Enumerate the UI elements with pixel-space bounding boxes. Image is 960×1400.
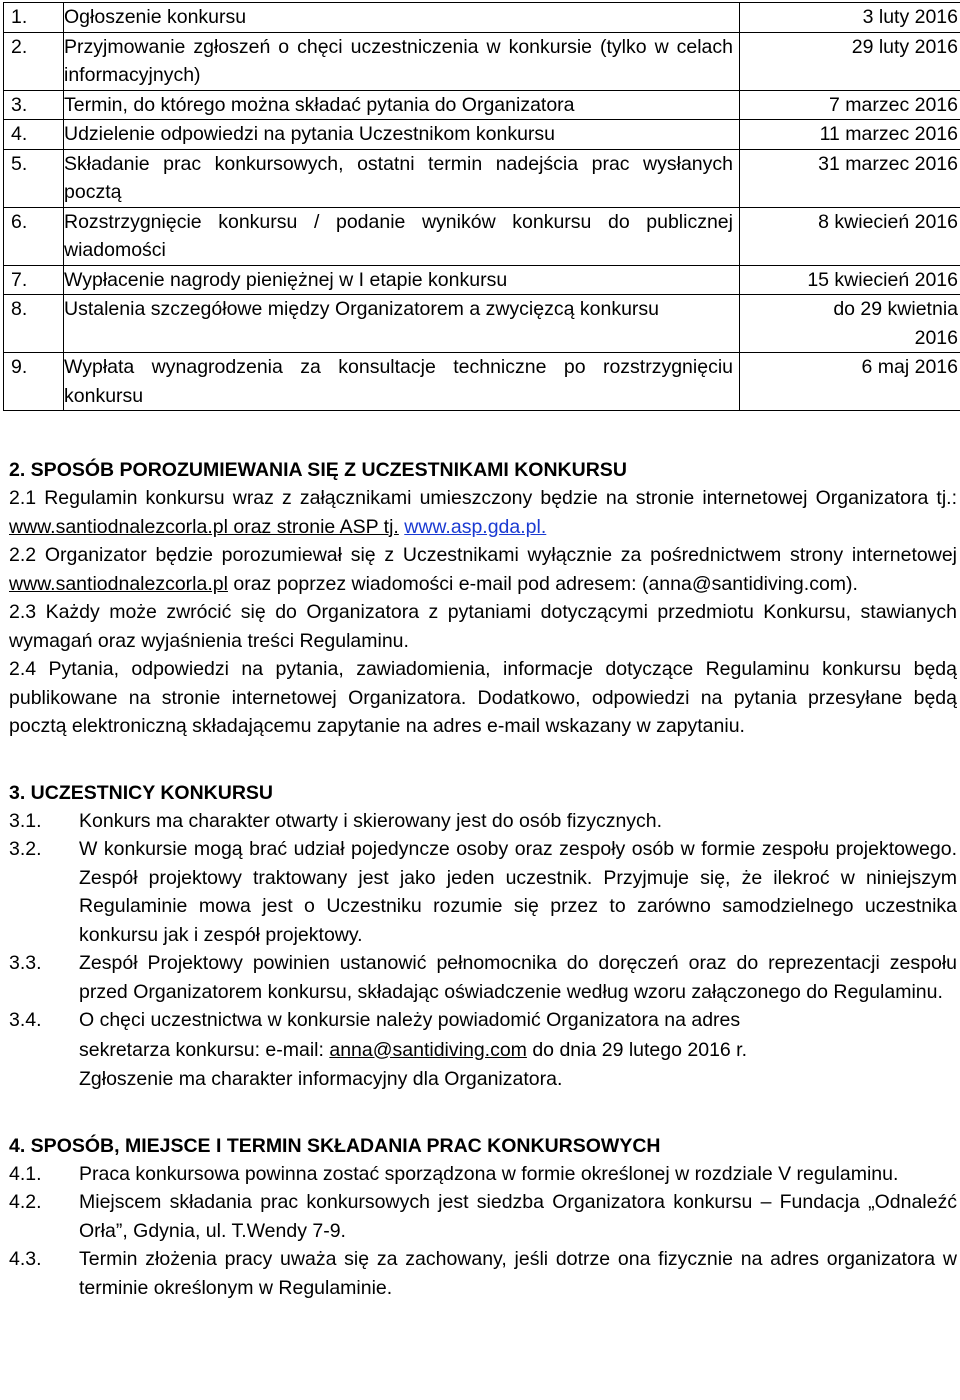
row-description: Wypłata wynagrodzenia za konsultacje techniczne po rozstrzygnięciu konkursu bbox=[64, 353, 740, 411]
schedule-row bbox=[4, 120, 960, 150]
row-number: 1. bbox=[4, 3, 64, 33]
paragraph-number: 2.2 bbox=[9, 544, 37, 566]
item-number: 4.2. bbox=[9, 1191, 42, 1213]
row-date: 29 luty 2016 bbox=[740, 32, 960, 90]
row-date: 15 kwiecień 2016 bbox=[740, 265, 960, 295]
section-heading-submission: 4. SPOSÓB, MIEJSCE I TERMIN SKŁADANIA PRAC KONKURSOWYCH bbox=[9, 1134, 661, 1157]
row-number: 3. bbox=[4, 90, 64, 120]
asp-website-link[interactable]: www.asp.gda.pl. bbox=[404, 515, 547, 538]
schedule-row bbox=[4, 90, 960, 120]
row-number: 7. bbox=[4, 265, 64, 295]
row-description: Wypłacenie nagrody pieniężnej w I etapie konkursu bbox=[64, 265, 740, 295]
paragraph-number: 2.4 bbox=[9, 658, 37, 680]
list-item bbox=[9, 1188, 957, 1245]
item-text: Konkurs ma charakter otwarty i skierowany jest do osób fizycznych. bbox=[79, 809, 663, 832]
row-date: 8 kwiecień 2016 bbox=[740, 207, 960, 265]
row-number: 9. bbox=[4, 353, 64, 411]
row-number: 6. bbox=[4, 207, 64, 265]
paragraph-number: 2.1 bbox=[9, 487, 37, 509]
row-number: 5. bbox=[4, 149, 64, 207]
item-number: 3.4. bbox=[9, 1009, 42, 1031]
row-date: do 29 kwietnia 2016 bbox=[740, 295, 960, 353]
item-text: Termin złożenia pracy uważa się za zachowany, jeśli dotrze ona fizycznie na adres organizatora w terminie określonym w Regulaminie. bbox=[79, 1248, 957, 1299]
list-item bbox=[9, 949, 957, 1006]
schedule-row bbox=[4, 149, 960, 207]
item-number: 3.3. bbox=[9, 952, 42, 974]
schedule-row bbox=[4, 3, 960, 33]
item-line: sekretarza konkursu: e-mail: bbox=[79, 1038, 330, 1061]
paragraph-2-2 bbox=[9, 541, 957, 598]
schedule-row bbox=[4, 32, 960, 90]
row-description: Rozstrzygnięcie konkursu / podanie wyników konkursu do publicznej wiadomości bbox=[64, 207, 740, 265]
row-date: 31 marzec 2016 bbox=[740, 149, 960, 207]
paragraph-number: 2.3 bbox=[9, 601, 37, 623]
row-date: 11 marzec 2016 bbox=[740, 120, 960, 150]
list-item bbox=[9, 807, 957, 836]
item-line: do dnia 29 lutego 2016 r. bbox=[526, 1038, 748, 1061]
section-heading-participants: 3. UCZESTNICY KONKURSU bbox=[9, 781, 274, 804]
schedule-row bbox=[4, 207, 960, 265]
paragraph-text: Każdy może zwrócić się do Organizatora z pytaniami dotyczącymi przedmiotu Konkursu, stawianych wymagań oraz wyjaśnienia treści Regulaminu. bbox=[9, 601, 957, 652]
row-description: Przyjmowanie zgłoszeń o chęci uczestniczenia w konkursie (tylko w celach informacyjnych) bbox=[64, 32, 740, 90]
item-text: Miejscem składania prac konkursowych jest siedzba Organizatora konkursu – Fundacja „Odnaleźć Orła”, Gdynia, ul. T.Wendy 7-9. bbox=[79, 1191, 957, 1242]
row-description: Ogłoszenie konkursu bbox=[64, 3, 740, 33]
section-heading-communication: 2. SPOSÓB POROZUMIEWANIA SIĘ Z UCZESTNIKAMI KONKURSU bbox=[9, 459, 627, 481]
item-number: 4.3. bbox=[9, 1248, 42, 1270]
schedule-row bbox=[4, 265, 960, 295]
paragraph-text: Organizator będzie porozumiewał się z Uczestnikami wyłącznie za pośrednictwem strony internetowej bbox=[36, 544, 957, 566]
paragraph-text: Pytania, odpowiedzi na pytania, zawiadomienia, informacje dotyczące Regulaminu konkursu będą publikowane na stronie internetowej Organizatora. Dodatkowo, odpowiedzi na pytania przesyłane będą pocztą elektroniczną składającemu zapytanie na adres e-mail wskazany w zapytaniu. bbox=[9, 658, 957, 737]
row-description: Termin, do którego można składać pytania do Organizatora bbox=[64, 90, 740, 120]
item-text bbox=[79, 1006, 957, 1095]
document-body bbox=[9, 456, 957, 1302]
paragraph-text: Regulamin konkursu wraz z załącznikami umieszczony będzie na stronie internetowej Organizatora tj.: bbox=[36, 487, 957, 509]
list-item bbox=[9, 1245, 957, 1302]
row-description: Udzielenie odpowiedzi na pytania Uczestnikom konkursu bbox=[64, 120, 740, 150]
row-description: Ustalenia szczegółowe między Organizatorem a zwycięzcą konkursu bbox=[64, 295, 740, 353]
list-item bbox=[9, 1006, 957, 1095]
paragraph-text: oraz poprzez wiadomości e-mail pod adresem: (anna@santidiving.com). bbox=[227, 572, 858, 595]
item-text: W konkursie mogą brać udział pojedyncze osoby oraz zespoły osób w formie zespołu projektowego. Zespół projektowy traktowany jest jako jeden uczestnik. Przyjmuje się, że ilekroć w niniejszym Regulaminie mowa jest o Uczestniku rozumie się przez to zarówno samodzielnego uczestnika konkursu jak i zespół projektowy. bbox=[79, 838, 957, 946]
paragraph-2-3 bbox=[9, 598, 957, 655]
schedule-row bbox=[4, 353, 960, 411]
item-text: Praca konkursowa powinna zostać sporządzona w formie określonej w rozdziale V regulaminu. bbox=[79, 1162, 899, 1185]
item-line: Zgłoszenie ma charakter informacyjny dla Organizatora. bbox=[79, 1068, 563, 1090]
item-text: Zespół Projektowy powinien ustanowić pełnomocnika do doręczeń oraz do reprezentacji zespołu przed Organizatorem konkursu, składając oświadczenie według wzoru załączonego do Regulaminu. bbox=[79, 952, 957, 1003]
list-item bbox=[9, 835, 957, 949]
section-spacer bbox=[9, 741, 957, 779]
row-date: 3 luty 2016 bbox=[740, 3, 960, 33]
schedule-table bbox=[3, 2, 960, 411]
row-date: 7 marzec 2016 bbox=[740, 90, 960, 120]
row-number: 2. bbox=[4, 32, 64, 90]
schedule-row bbox=[4, 295, 960, 353]
section-spacer bbox=[9, 1095, 957, 1132]
organizer-website-link[interactable]: www.santiodnalezcorla.pl bbox=[9, 572, 228, 595]
email-link[interactable]: anna@santidiving.com bbox=[329, 1038, 527, 1061]
list-item bbox=[9, 1160, 957, 1189]
paragraph-2-1 bbox=[9, 484, 957, 541]
row-date: 6 maj 2016 bbox=[740, 353, 960, 411]
organizer-website-link[interactable]: www.santiodnalezcorla.pl oraz stronie ASP tj. bbox=[9, 515, 399, 538]
item-number: 3.1. bbox=[9, 809, 42, 832]
item-number: 4.1. bbox=[9, 1162, 42, 1185]
item-line: O chęci uczestnictwa w konkursie należy powiadomić Organizatora na adres bbox=[79, 1009, 741, 1031]
item-number: 3.2. bbox=[9, 838, 42, 860]
row-description: Składanie prac konkursowych, ostatni termin nadejścia prac wysłanych pocztą bbox=[64, 149, 740, 207]
paragraph-2-4 bbox=[9, 655, 957, 741]
row-number: 8. bbox=[4, 295, 64, 353]
row-number: 4. bbox=[4, 120, 64, 150]
